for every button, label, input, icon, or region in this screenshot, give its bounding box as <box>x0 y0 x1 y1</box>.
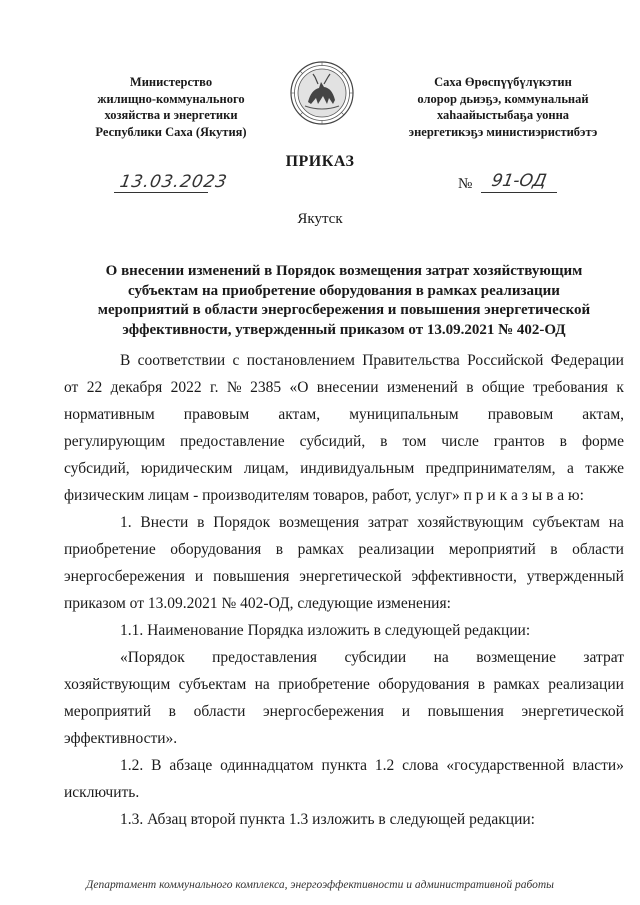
ministry-line: Саха Өрөспүүбүлүкэтин <box>434 75 572 89</box>
paragraph <box>64 644 624 752</box>
order-date: 13.03.2023 <box>118 172 230 192</box>
ministry-name-yakut <box>384 74 622 140</box>
paragraph-line: исключить. <box>64 784 140 801</box>
ministry-line: жилищно-коммунального <box>97 91 245 106</box>
subject-line: субъектам на приобретение оборудования в рамках реализации <box>128 282 560 299</box>
document-title: ПРИКАЗ <box>285 153 355 170</box>
paragraph-line: В соответствии с постановлением Правительства Российской Федерации <box>120 352 624 369</box>
ministry-line: Республики Саха (Якутия) <box>95 124 247 139</box>
paragraph <box>64 347 624 509</box>
paragraph-line: физическим лицам - производителям товаров, работ, услуг» п р и к а з ы в а ю: <box>64 487 584 504</box>
paragraph-line: приобретение оборудования в рамках реализации мероприятий в области <box>64 541 624 558</box>
ministry-line: хаһаайыстыбаҕа уонна <box>436 108 570 122</box>
paragraph <box>64 752 624 806</box>
paragraph-line: «Порядок предоставления субсидии на возмещение затрат <box>120 649 624 666</box>
paragraph-line: 1. Внести в Порядок возмещения затрат хозяйствующим субъектам на <box>120 514 624 531</box>
paragraph-line: регулирующим предоставление субсидий, в том числе грантов в форме <box>64 433 624 450</box>
paragraph <box>64 509 624 617</box>
ministry-name-russian <box>62 74 280 140</box>
ministry-line: энергетикэҕэ министиэристибэтэ <box>408 124 598 139</box>
paragraph-line: 1.1. Наименование Порядка изложить в следующей редакции: <box>120 622 531 639</box>
order-number: 91-ОД <box>490 171 548 191</box>
paragraph <box>64 806 624 833</box>
ministry-line: Министерство <box>129 75 213 89</box>
paragraph-line: энергосбережения и повышения энергетической эффективности, утвержденный <box>64 568 624 585</box>
date-underline <box>114 192 208 193</box>
document-body <box>64 347 624 833</box>
paragraph <box>64 617 624 644</box>
paragraph-line: нормативным правовым актам, муниципальным правовым актам, <box>64 406 624 423</box>
paragraph-line: хозяйствующим субъектам на приобретение оборудования в рамках реализации <box>64 676 624 693</box>
paragraph-line: субсидий, юридическим лицам, индивидуальным предпринимателям, а также <box>64 460 624 477</box>
department-footer: Департамент коммунального комплекса, энергоэффективности и административной работы <box>86 879 554 891</box>
paragraph-line: мероприятий в области энергосбережения и повышения энергетической <box>64 703 624 720</box>
ministry-line: олорор дьиэҕэ, коммунальнай <box>417 91 589 106</box>
paragraph-line: 1.2. В абзаце одиннадцатом пункта 1.2 слова «государственной власти» <box>120 757 624 774</box>
city: Якутск <box>297 211 343 227</box>
paragraph-line: приказом от 13.09.2021 № 402-ОД, следующие изменения: <box>64 595 451 612</box>
paragraph-line: 1.3. Абзац второй пункта 1.3 изложить в следующей редакции: <box>120 811 535 828</box>
paragraph-line: эффективности». <box>64 730 178 747</box>
paragraph-line: от 22 декабря 2022 г. № 2385 «О внесении изменений в общие требования к <box>64 379 624 396</box>
ministry-line: хозяйства и энергетики <box>104 108 238 122</box>
subject-line: мероприятий в области энергосбережения и повышения энергетической <box>97 302 591 318</box>
sakha-emblem-icon <box>289 60 355 126</box>
order-subject <box>64 262 624 340</box>
subject-line: О внесении изменений в Порядок возмещения затрат хозяйствующим <box>105 263 583 279</box>
order-number-label: № <box>458 176 473 192</box>
number-underline <box>481 192 557 193</box>
subject-line: эффективности, утвержденный приказом от 13.09.2021 № 402-ОД <box>122 321 566 338</box>
